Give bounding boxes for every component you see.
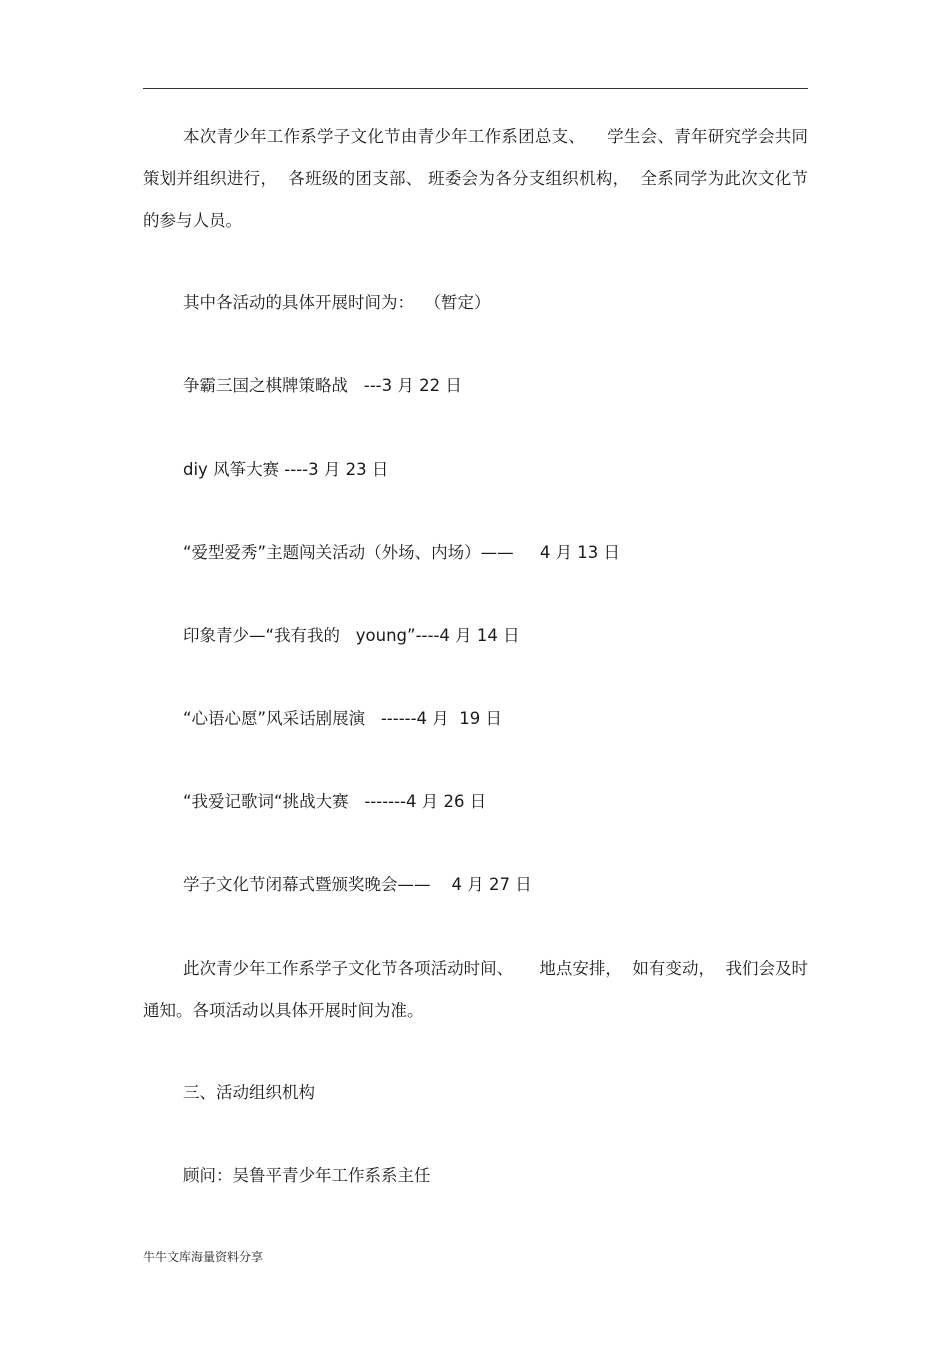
schedule-item-kite: diy 风筝大赛 ----3 月 23 日 <box>183 460 389 479</box>
schedule-item-chess: 争霸三国之棋牌策略战 ---3 月 22 日 <box>183 376 462 395</box>
advisor-line: 顾问：吴鲁平青少年工作系系主任 <box>183 1166 431 1185</box>
schedule-item-challenge: “爱型爱秀”主题闯关活动（外场、内场）—— 4 月 13 日 <box>183 543 621 562</box>
schedule-item-drama: “心语心愿”风采话剧展演 ------4 月 19 日 <box>183 709 503 728</box>
schedule-item-young: 印象青少—“我有我的 young”----4 月 14 日 <box>183 626 520 645</box>
notice-paragraph: 此次青少年工作系学子文化节各项活动时间、 地点安排， 如有变动， 我们会及时通知。各项活动以具体开展时间为准。 <box>143 959 808 1020</box>
schedule-item-lyrics: “我爱记歌词“挑战大赛 -------4 月 26 日 <box>183 792 487 811</box>
schedule-intro: 其中各活动的具体开展时间为： （暂定） <box>183 293 491 312</box>
schedule-item-closing: 学子文化节闭幕式暨颁奖晚会—— 4 月 27 日 <box>183 875 532 894</box>
footer-text: 牛牛文库海量资料分享 <box>143 1250 264 1264</box>
section-heading: 三、活动组织机构 <box>183 1083 315 1102</box>
header-rule <box>143 88 808 89</box>
intro-paragraph: 本次青少年工作系学子文化节由青少年工作系团总支、 学生会、青年研究学会共同策划并组织进行， 各班级的团支部、 班委会为各分支组织机构， 全系同学为此次文化节的参与人员。 <box>143 127 808 230</box>
